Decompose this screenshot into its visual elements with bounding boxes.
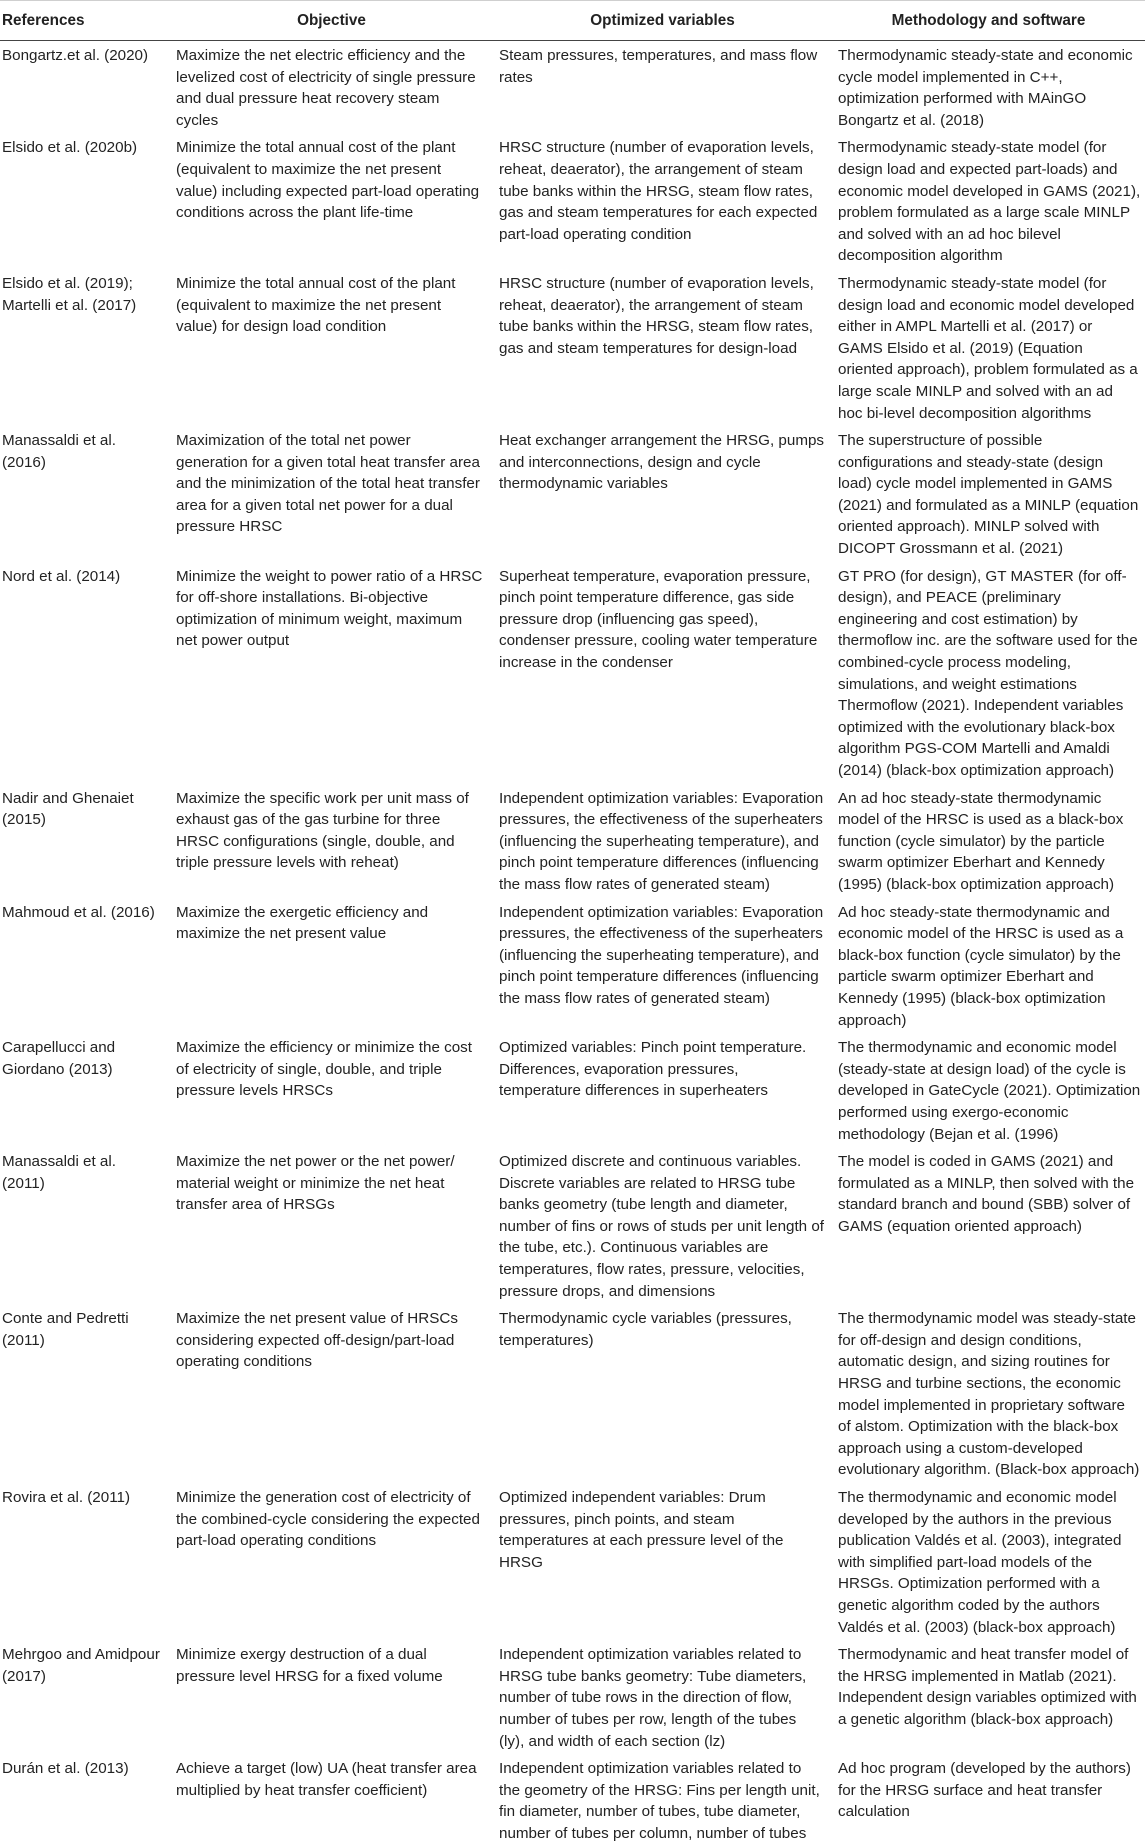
header-references: References	[0, 1, 170, 41]
table-row	[0, 1304, 1145, 1483]
cell-methodology: Ad hoc program (developed by the authors) for the HRSG surface and heat transfer calculation	[838, 1760, 1131, 1821]
cell-optimized-variables: Optimized independent variables: Drum pressures, pinch points, and steam temperatures at each pressure level of the HRSG	[499, 1489, 784, 1571]
cell-reference: Manassaldi et al. (2016)	[2, 432, 116, 471]
table-row	[0, 41, 1145, 134]
cell-methodology: Thermodynamic steady-state model (for design load and economic model developed either in AMPL Martelli et al. (2017) or GAMS Elsido et al. (2019) (Equation oriented approach), problem formulated as a large scale MINLP and solved with an ad hoc bi-level decomposition algorithms	[838, 274, 1138, 422]
cell-methodology: Ad hoc steady-state thermodynamic and economic model of the HRSC is used as a black-box function (cycle simulator) by the particle swarm optimizer Eberhart and Kennedy (1995) (black-box optimization approach)	[838, 903, 1124, 1029]
cell-optimized-variables: Independent optimization variables related to the geometry of the HRSG: Fins per length unit, fin diameter, number of tubes, tube diameter, number of tubes per column, number of tubes	[499, 1760, 820, 1842]
table-body	[0, 41, 1145, 1847]
cell-objective: Minimize the total annual cost of the plant (equivalent to maximize the net present value) for design load condition	[176, 274, 456, 336]
cell-reference: Manassaldi et al. (2011)	[2, 1153, 116, 1192]
cell-methodology: An ad hoc steady-state thermodynamic model of the HRSC is used as a black-box function (cycle simulator) by the particle swarm optimizer Eberhart and Kennedy (1995) (black-box optimization approach)	[838, 789, 1124, 893]
table-row	[0, 426, 1145, 562]
cell-methodology: The thermodynamic model was steady-state for off-design and design conditions, automatic design, and sizing routines for HRSG and turbine sections, the economic model implemented in proprietary software of alstom. Optimization with the black-box approach using a custom-developed evolutionary algorithm. (Black-box approach)	[838, 1310, 1140, 1479]
cell-reference: Durán et al. (2013)	[2, 1760, 129, 1778]
cell-optimized-variables: Independent optimization variables: Evaporation pressures, the effectiveness of the superheaters (influencing the superheating temperature), and pinch point temperature differences (influencing the mass flow rates of generated steam)	[499, 789, 824, 893]
cell-objective: Maximize the net power or the net power/ material weight or minimize the net heat transfer area of HRSGs	[176, 1153, 455, 1214]
cell-methodology: GT PRO (for design), GT MASTER (for off-design), and PEACE (preliminary engineering and cost estimation) by thermoflow inc. are the software used for the combined-cycle process modeling, simulations, and weight estimations Thermoflow (2021). Independent variables optimized with the evolutionary black-box algorithm PGS-COM Martelli and Amaldi (2014) (black-box optimization approach)	[838, 567, 1138, 779]
header-optimized-variables: Optimized variables	[493, 1, 832, 41]
table-row	[0, 1147, 1145, 1304]
table-row	[0, 898, 1145, 1034]
cell-optimized-variables: Independent optimization variables: Evaporation pressures, the effectiveness of the superheaters (influencing the superheating temperature), and pinch point temperature differences (influencing the mass flow rates of generated steam)	[499, 903, 824, 1007]
cell-objective: Maximize the net present value of HRSCs considering expected off-design/part-load operating conditions	[176, 1310, 458, 1371]
cell-reference: Conte and Pedretti (2011)	[2, 1310, 129, 1349]
header-methodology: Methodology and software	[832, 1, 1145, 41]
table-row	[0, 133, 1145, 269]
cell-reference: Nadir and Ghenaiet (2015)	[2, 789, 134, 829]
cell-objective: Maximize the specific work per unit mass of exhaust gas of the gas turbine for three HRSC configurations (single, double, and triple pressure levels with reheat)	[176, 789, 469, 872]
cell-optimized-variables: HRSC structure (number of evaporation levels, reheat, deaerator), the arrangement of steam tube banks within the HRSG, steam flow rates, gas and steam temperatures for design-load	[499, 274, 814, 357]
table-row	[0, 1483, 1145, 1640]
cell-objective: Maximize the efficiency or minimize the cost of electricity of single, double, and triple pressure levels HRSCs	[176, 1039, 472, 1100]
cell-optimized-variables: Thermodynamic cycle variables (pressures, temperatures)	[499, 1310, 792, 1349]
cell-reference: Elsido et al. (2020b)	[2, 139, 138, 157]
cell-objective: Minimize the weight to power ratio of a HRSC for off-shore installations. Bi-objective optimization of minimum weight, maximum net power output	[176, 567, 483, 650]
cell-reference: Mahmoud et al. (2016)	[2, 903, 155, 921]
cell-reference: Carapellucci and Giordano (2013)	[2, 1039, 116, 1078]
cell-reference: Elsido et al. (2019); Martelli et al. (2017)	[2, 274, 137, 314]
cell-optimized-variables: Independent optimization variables related to HRSG tube banks geometry: Tube diameters, number of tube rows in the direction of flow, number of tubes per row, length of the tubes (ly), and width of each section (lz)	[499, 1646, 807, 1750]
table-row	[0, 269, 1145, 426]
cell-objective: Maximize the exergetic efficiency and maximize the net present value	[176, 903, 429, 943]
table-row	[0, 1033, 1145, 1147]
cell-methodology: Thermodynamic steady-state and economic cycle model implemented in C++, optimization performed with MAinGO Bongartz et al. (2018)	[838, 47, 1133, 129]
table-header	[0, 1, 1145, 41]
header-objective: Objective	[170, 1, 493, 41]
cell-methodology: The thermodynamic and economic model developed by the authors in the previous publication Valdés et al. (2003), integrated with simplified part-load models of the HRSGs. Optimization performed with a genetic algorithm coded by the authors Valdés et al. (2003) (black-box approach)	[838, 1489, 1122, 1636]
table-row	[0, 1640, 1145, 1754]
table-row	[0, 784, 1145, 898]
cell-objective: Maximization of the total net power generation for a given total heat transfer area and the minimization of the total heat transfer area for a given total net power for a dual pressure HRSC	[176, 432, 480, 536]
cell-objective: Achieve a target (low) UA (heat transfer area multiplied by heat transfer coefficient)	[176, 1760, 477, 1799]
table-row	[0, 562, 1145, 784]
cell-objective: Maximize the net electric efficiency and the levelized cost of electricity of single pressure and dual pressure heat recovery steam cycles	[176, 47, 476, 129]
cell-optimized-variables: Steam pressures, temperatures, and mass flow rates	[499, 47, 818, 86]
cell-optimized-variables: Optimized variables: Pinch point temperature. Differences, evaporation pressures, temperature differences in superheaters	[499, 1039, 807, 1100]
cell-methodology: Thermodynamic and heat transfer model of the HRSG implemented in Matlab (2021). Independent design variables optimized with a genetic algorithm (black-box approach)	[838, 1646, 1137, 1728]
table-row	[0, 1754, 1145, 1846]
cell-optimized-variables: Superheat temperature, evaporation pressure, pinch point temperature difference, gas side pressure drop (influencing gas speed), condenser pressure, cooling water temperature increase in the condenser	[499, 567, 818, 672]
cell-objective: Minimize the generation cost of electricity of the combined-cycle considering the expected part-load operating conditions	[176, 1489, 480, 1550]
cell-optimized-variables: HRSC structure (number of evaporation levels, reheat, deaerator), the arrangement of steam tube banks within the HRSG, steam flow rates, gas and steam temperatures for each expected part-load operating condition	[499, 139, 818, 243]
cell-reference: Mehrgoo and Amidpour (2017)	[2, 1646, 160, 1685]
cell-objective: Minimize exergy destruction of a dual pressure level HRSG for a fixed volume	[176, 1646, 443, 1685]
cell-methodology: The superstructure of possible configurations and steady-state (design load) cycle model implemented in GAMS (2021) and formulated as a MINLP (equation oriented approach). MINLP solved with DICOPT Grossmann et al. (2021)	[838, 432, 1139, 558]
cell-methodology: Thermodynamic steady-state model (for design load and expected part-loads) and economic model developed in GAMS (2021), problem formulated as a large scale MINLP and solved with an ad hoc bilevel decomposition algorithm	[838, 139, 1141, 265]
cell-optimized-variables: Heat exchanger arrangement the HRSG, pumps and interconnections, design and cycle thermodynamic variables	[499, 432, 825, 493]
cell-reference: Rovira et al. (2011)	[2, 1489, 131, 1506]
cell-methodology: The thermodynamic and economic model (steady-state at design load) of the cycle is developed in GateCycle (2021). Optimization performed using exergo-economic methodology (Bejan et al. (1996)	[838, 1039, 1141, 1143]
cell-optimized-variables: Optimized discrete and continuous variables. Discrete variables are related to HRSG tube banks geometry (tube length and diameter, number of fins or rows of studs per unit length of the tube, etc.). Continuous variables are temperatures, flow rates, pressure, velocities, pressure drops, and dimensions	[499, 1153, 825, 1300]
cell-reference: Bongartz.et al. (2020)	[2, 47, 149, 64]
cell-methodology: The model is coded in GAMS (2021) and formulated as a MINLP, then solved with the standard branch and bound (SBB) solver of GAMS (equation oriented approach)	[838, 1153, 1135, 1235]
header-row	[0, 1, 1145, 41]
cell-reference: Nord et al. (2014)	[2, 567, 121, 585]
cell-objective: Minimize the total annual cost of the plant (equivalent to maximize the net present value) including expected part-load operating conditions across the plant life-time	[176, 139, 480, 222]
